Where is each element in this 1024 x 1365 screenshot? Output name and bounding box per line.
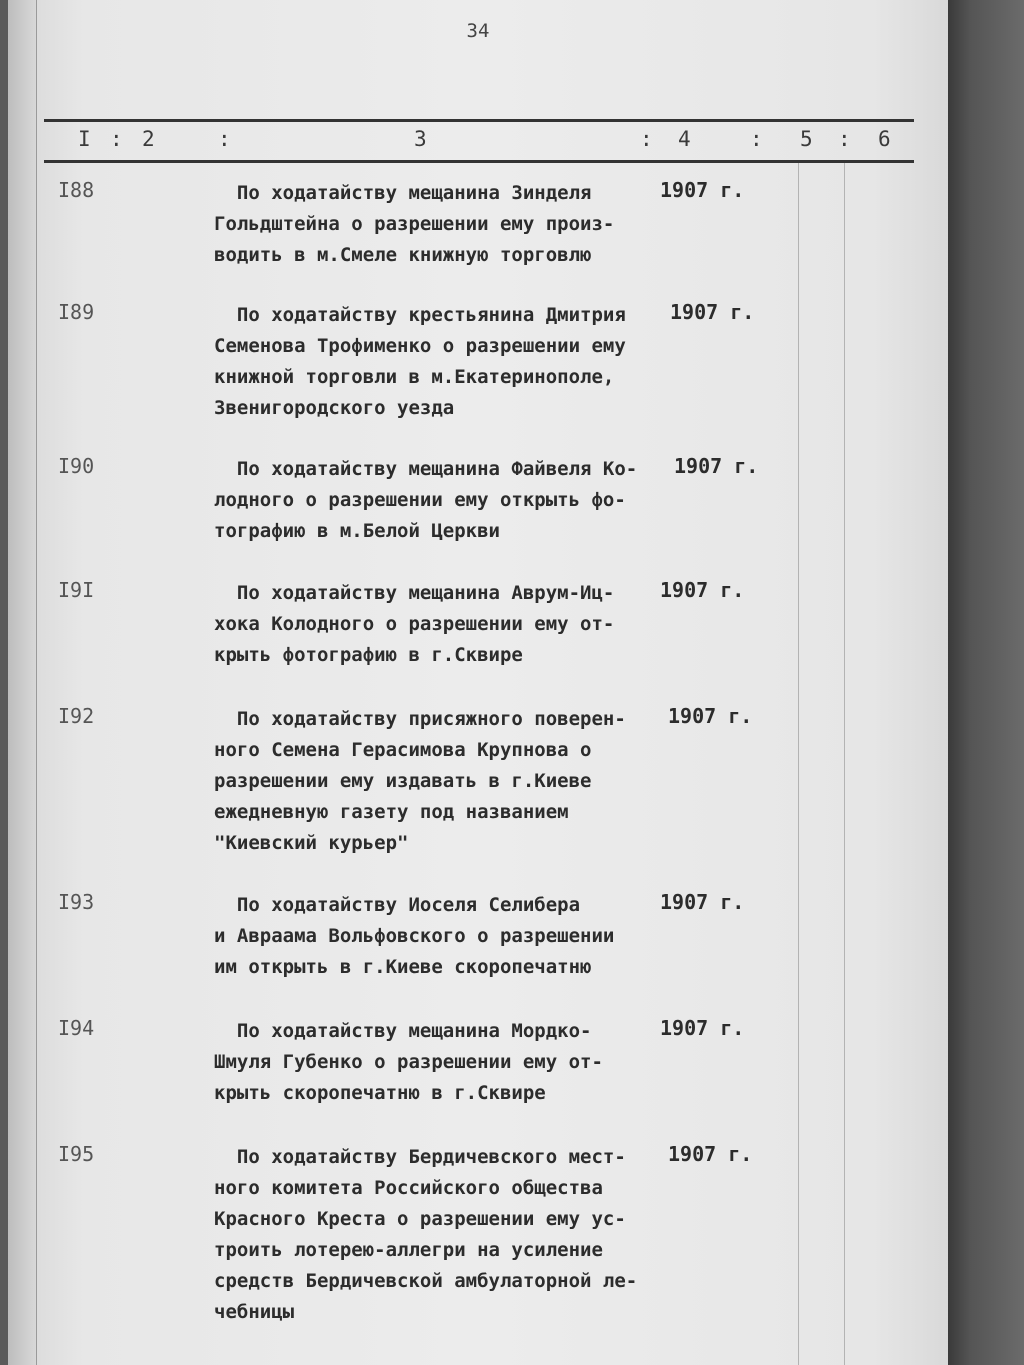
entry-number: I94	[58, 1016, 95, 1040]
previous-page-edge	[8, 0, 37, 1365]
entry-line: средств Бердичевской амбулаторной ле-	[214, 1270, 638, 1292]
entry-line: Семенова Трофименко о разрешении ему	[214, 335, 626, 357]
entry-line: По ходатайству мещанина Мордко-	[214, 1020, 592, 1042]
entry-line: водить в м.Смеле книжную торговлю	[214, 244, 592, 266]
entry-line: тографию в м.Белой Церкви	[214, 520, 500, 542]
entry-line: По ходатайству присяжного поверен-	[214, 708, 626, 730]
archive-page	[8, 0, 948, 1365]
entry-number: I90	[58, 454, 95, 478]
entry-description	[214, 578, 684, 671]
column-separator: :	[218, 127, 231, 151]
entry-line: "Киевский курьер"	[214, 832, 409, 854]
entry-number: I88	[58, 178, 95, 202]
entry-description	[214, 890, 684, 983]
entry-number: I9I	[58, 578, 95, 602]
column-header-6: 6	[878, 127, 891, 151]
entry-line: ного комитета Российского общества	[214, 1177, 603, 1199]
entry-line: лодного о разрешении ему открыть фо-	[214, 489, 626, 511]
column-separator: :	[750, 127, 763, 151]
entry-number: I92	[58, 704, 95, 728]
header-rule-top	[44, 119, 914, 122]
entry-description	[214, 454, 684, 547]
entry-line: Гольдштейна о разрешении ему произ-	[214, 213, 615, 235]
column-divider	[798, 163, 799, 1365]
entry-description	[214, 178, 684, 271]
entry-line: им открыть в г.Киеве скоропечатню	[214, 956, 592, 978]
entry-year: 1907 г.	[668, 704, 753, 728]
entry-year: 1907 г.	[674, 454, 759, 478]
column-header-4: 4	[678, 127, 691, 151]
entry-number: I93	[58, 890, 95, 914]
entry-line: книжной торговли в м.Екатеринополе,	[214, 366, 615, 388]
entry-year: 1907 г.	[660, 1016, 745, 1040]
header-rule-bottom	[44, 160, 914, 163]
entry-line: Звенигородского уезда	[214, 397, 455, 419]
entry-line: троить лотерею-аллегри на усиление	[214, 1239, 603, 1261]
entry-line: По ходатайству мещанина Аврум-Иц-	[214, 582, 615, 604]
page-number: 34	[466, 20, 490, 42]
entry-year: 1907 г.	[660, 578, 745, 602]
entry-year: 1907 г.	[668, 1142, 753, 1166]
column-separator: :	[110, 127, 123, 151]
entry-line: По ходатайству крестьянина Дмитрия	[214, 304, 626, 326]
entry-line: По ходатайству Иоселя Селибера	[214, 894, 581, 916]
entry-year: 1907 г.	[670, 300, 755, 324]
entry-line: Красного Креста о разрешении ему ус-	[214, 1208, 626, 1230]
entry-line: и Авраама Вольфовского о разрешении	[214, 925, 615, 947]
entry-line: хока Колодного о разрешении ему от-	[214, 613, 615, 635]
entry-line: По ходатайству мещанина Зинделя	[214, 182, 592, 204]
entry-description	[214, 704, 684, 859]
entry-line: разрешении ему издавать в г.Киеве	[214, 770, 592, 792]
entry-line: По ходатайству Бердичевского мест-	[214, 1146, 626, 1168]
column-header-1: I	[78, 127, 91, 151]
entry-line: ного Семена Герасимова Крупнова о	[214, 739, 592, 761]
entry-description	[214, 1016, 684, 1109]
entry-number: I89	[58, 300, 95, 324]
entry-line: крыть фотографию в г.Сквире	[214, 644, 523, 666]
entry-description	[214, 300, 684, 424]
scan-background-right	[948, 0, 1024, 1365]
column-divider	[844, 163, 845, 1365]
entry-description	[214, 1142, 684, 1328]
entry-number: I95	[58, 1142, 95, 1166]
column-header-2: 2	[142, 127, 155, 151]
entry-line: чебницы	[214, 1301, 295, 1323]
entry-line: ежедневную газету под названием	[214, 801, 569, 823]
column-separator: :	[640, 127, 653, 151]
entry-year: 1907 г.	[660, 178, 745, 202]
entry-line: По ходатайству мещанина Файвеля Ко-	[214, 458, 638, 480]
column-header-3: 3	[414, 127, 427, 151]
entry-year: 1907 г.	[660, 890, 745, 914]
entry-line: крыть скоропечатню в г.Сквире	[214, 1082, 546, 1104]
entry-line: Шмуля Губенко о разрешении ему от-	[214, 1051, 603, 1073]
column-header-row	[44, 127, 914, 157]
column-separator: :	[838, 127, 851, 151]
column-header-5: 5	[800, 127, 813, 151]
